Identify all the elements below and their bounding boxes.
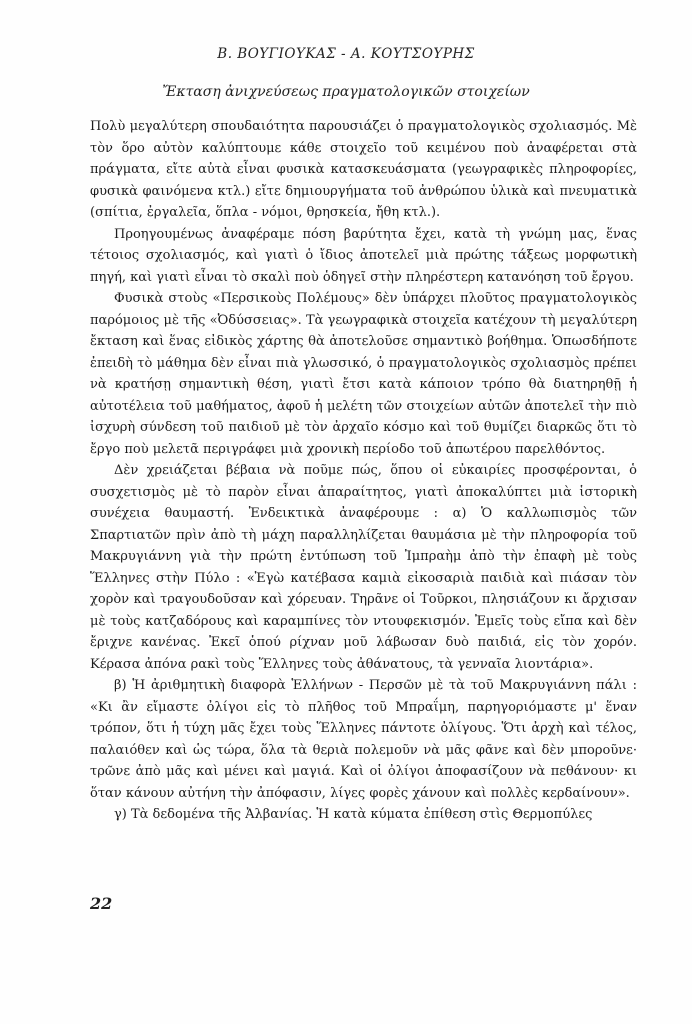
section-title: Ἔκταση ἀνιχνεύσεως πραγματολογικῶν στοιχείων — [162, 84, 530, 100]
page-number: 22 — [90, 894, 113, 913]
paragraph-1: Πολὺ μεγαλύτερη σπουδαιότητα παρουσιάζει ὁ πραγματολογικὸς σχολιασμός. Μὲ τὸν ὅρο αὐτὸν καλύπτουμε κάθε στοιχεῖο τοῦ κειμένου ποὺ ἀναφέρεται στὰ πράγματα, εἴτε αὐτὰ εἶναι φυσικὰ κατασκευάσματα (γεωγραφικὲς πληροφορίες, φυσικὰ φαινόμενα κτλ.) εἴτε δημιουργήματα τοῦ ἀνθρώπου ὑλικὰ καὶ πνευματικὰ (σπίτια, ἐργαλεῖα, ὅπλα - νόμοι, θρησκεία, ἤθη κτλ.). — [90, 119, 637, 220]
running-header: Β. ΒΟΥΓΙΟΥΚΑΣ - Α. ΚΟΥΤΣΟΥΡΗΣ — [217, 46, 475, 62]
paragraph-2: Προηγουμένως ἀναφέραμε πόση βαρύτητα ἔχει, κατὰ τὴ γνώμη μας, ἕνας τέτοιος σχολιασμός, καὶ γιατὶ ὁ ἴδιος ἀποτελεῖ μιὰ πρώτης τάξεως μορφωτικὴ πηγή, καὶ γιατὶ εἶναι τὸ σκαλὶ ποὺ ὁδηγεῖ στὴν πληρέστερη κατανόηση τοῦ ἔργου. — [90, 226, 637, 285]
paragraph-5: β) Ἡ ἀριθμητικὴ διαφορὰ Ἑλλήνων - Περσῶν μὲ τὰ τοῦ Μακρυγιάννη πάλι : «Κι ἂν εἴμαστε ὀλίγοι εἰς τὸ πλῆθος τοῦ Μπραΐμη, παρηγοριόμαστε μ' ἕναν τρόπον, ὅτι ἡ τύχη μᾶς ἔχει τοὺς Ἕλληνες πάντοτε ὀλίγους. Ὅτι ἀρχὴ καὶ τέλος, παλαιόθεν καὶ ὡς τώρα, ὅλα τὰ θεριὰ πολεμοῦν νὰ μᾶς φᾶνε καὶ δὲν μποροῦνε· τρῶνε ἀπὸ μᾶς καὶ μένει καὶ μαγιά. Καὶ οἱ ὀλίγοι ἀποφασίζουν νὰ πεθάνουν· κι ὅταν κάνουν αὐτήνη τὴν ἀπόφασιν, λίγες φορὲς χάνουν καὶ πολλὲς κερδαίνουν». — [90, 678, 637, 801]
paragraph-3: Φυσικὰ στοὺς «Περσικοὺς Πολέμους» δὲν ὑπάρχει πλοῦτος πραγματολογικὸς παρόμοιος μὲ τῆς «Ὀδύσσειας». Τὰ γεωγραφικὰ στοιχεῖα κατέχουν τὴ μεγαλύτερη ἔκταση καὶ ἕνας εἰδικὸς χάρτης θὰ ἀποτελοῦσε σημαντικὸ βοήθημα. Ὁπωσδήποτε ἐπειδὴ τὸ μάθημα δὲν εἶναι πιὰ γλωσσικό, ὁ πραγματολογικὸς σχολιασμὸς πρέπει νὰ κρατήσῃ σημαντικὴ θέση, γιατὶ ἔτσι κατὰ κάποιον τρόπο θὰ διατηρηθῇ ἡ αὐτοτέλεια τοῦ μαθήματος, ἀφοῦ ἡ μελέτη τῶν στοιχείων αὐτῶν ἀποτελεῖ τὴν πιὸ ἰσχυρὴ σύνδεση τοῦ παιδιοῦ μὲ τὸν ἀρχαῖο κόσμο καὶ τοῦ θυμίζει διαρκῶς ὅτι τὸ ἔργο ποὺ μελετᾶ περιγράφει μιὰ χρονικὴ περίοδο τοῦ ἀπωτέρου παρελθόντος. — [90, 291, 637, 457]
paragraph-6: γ) Τὰ δεδομένα τῆς Ἀλβανίας. Ἡ κατὰ κύματα ἐπίθεση στὶς Θερμοπύλες — [114, 807, 593, 822]
paragraph-4: Δὲν χρειάζεται βέβαια νὰ ποῦμε πώς, ὅπου οἱ εὐκαιρίες προσφέρονται, ὁ συσχετισμὸς μὲ τὸ παρὸν εἶναι ἀπαραίτητος, γιατὶ ἀποκαλύπτει μιὰ ἱστορικὴ συνέχεια θαυμαστή. Ἐνδεικτικὰ ἀναφέρουμε : α) Ὁ καλλωπισμὸς τῶν Σπαρτιατῶν πρὶν ἀπὸ τὴ μάχη παραλληλίζεται θαυμάσια μὲ τὴν πληροφορία τοῦ Μακρυγιάννη γιὰ τὴν πρώτη ἐντύπωση τοῦ Ἰμπραὴμ ἀπὸ τὴν ἐπαφὴ μὲ τοὺς Ἕλληνες στὴν Πύλο : «Ἐγὼ κατέβασα καμιὰ εἰκοσαριὰ παιδιὰ καὶ πιάσαν τὸν χορὸν καὶ τραγουδοῦσαν καὶ χόρευαν. Τηρᾶνε οἱ Τοῦρκοι, πλησιάζουν κι ἄρχισαν μὲ τοὺς κατζαδόρους καὶ καραμπίνες τὸν ντουφεκισμόν. Ἐμεῖς τοὺς εἴπα καὶ δὲν ἔριχνε κανένας. Ἐκεῖ ὁπού ρίχναν μοῦ λάβωσαν δυὸ παιδιά, εἰς τὸν χορόν. Κέρασα ἀπόνα ρακὶ τοὺς Ἕλληνες τοὺς ἀθάνατους, τὰ γενναῖα λιοντάρια». — [90, 463, 637, 672]
body-text — [90, 116, 637, 826]
